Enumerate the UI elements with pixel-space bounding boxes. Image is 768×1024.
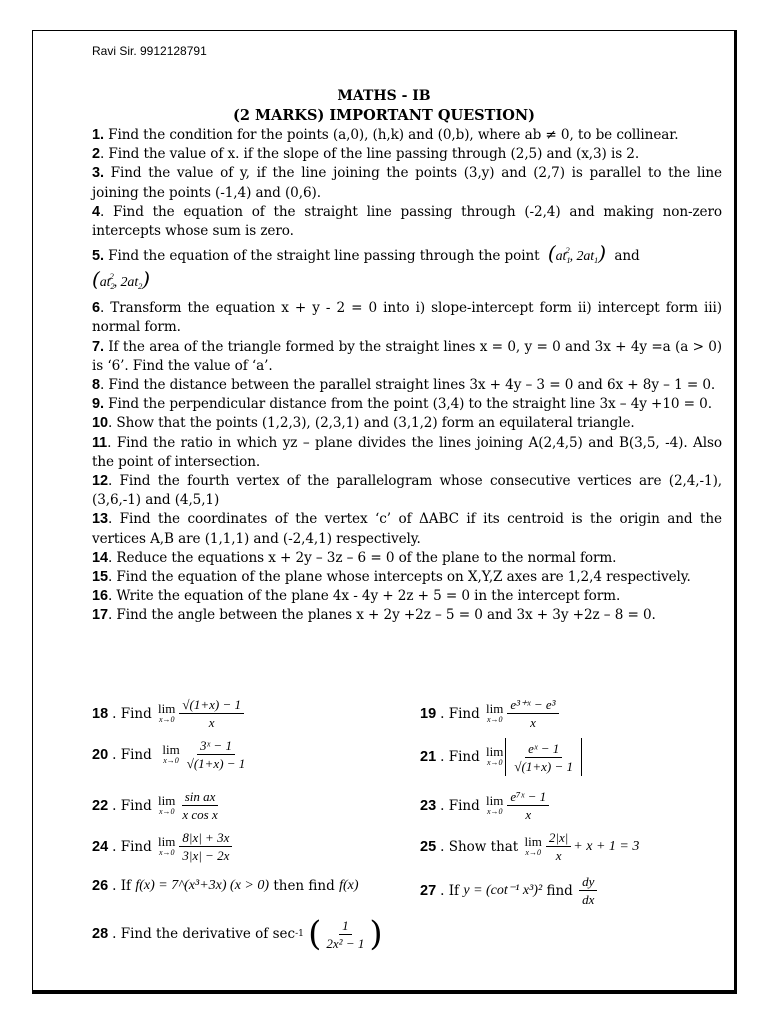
question-8: 8. Find the distance between the parallel straight lines 3x + 4y – 3 = 0 and 6x + 8y – 1 = 0. [92, 377, 716, 394]
fraction: $\frac{\text{sin ax}}{\text{x cos x}}$ [182, 789, 218, 822]
question-14: 14. Reduce the equations x + 2y – 3z – 6 = 0 of the plane to the normal form. [92, 549, 617, 566]
question-5: 5. Find the equation of the straight line passing through the point ($at_1^2$, $2at_1$) and ($at_2^2$, $2at_2$) [92, 241, 640, 292]
limit-symbol: lim x→0 [486, 792, 504, 816]
fraction: $\frac{\text{e³⁺ˣ − e³}}{x}$ [507, 697, 558, 730]
question-24: 24 . Find lim x→0 $\frac{8|x| + 3x}{3|x| - 2x}$ [92, 830, 234, 863]
question-19: 19 . Find lim x→0 $\frac{\text{e³⁺ˣ − e³}}{x}$ [420, 697, 561, 730]
question-1: 1. Find the condition for the points (a,0), (h,k) and (0,b), where ab ≠ 0, to be collinear. [92, 127, 679, 143]
question-22: 22 . Find lim x→0 $\frac{\text{sin ax}}{\text{x cos x}}$ [92, 789, 223, 822]
question-26: 26 . If f(x) = 7^(x³+3x) (x > 0) then find f(x) [92, 878, 359, 894]
limit-symbol: lim x→0 [486, 744, 504, 767]
question-21: 21 . Find lim x→0 $\frac{\text{eˣ − 1}}{√(1+x) - 1}$ [420, 738, 582, 776]
question-25: 25 . Show that lim x→0 $\frac{2|x|}{x}$ + x + 1 = 3 [420, 830, 640, 863]
question-28: 28 . Find the derivative of sec -1 ( $\frac{1}{\text{2x² − 1}}$ ) [92, 914, 383, 954]
fraction: $\frac{2|x|}{x}$ [546, 830, 571, 863]
question-7: 7. If the area of the triangle formed by the straight lines x = 0, y = 0 and 3x + 4y =a (a > 0) is ‘6’. Find the value of ‘a’. [92, 338, 722, 374]
derivative-fraction: $\frac{dy}{dx}$ [579, 874, 597, 907]
page-subtitle: (2 MARKS) IMPORTANT QUESTION) [233, 107, 535, 124]
fraction: $\frac{\text{3ˣ − 1}}{√(1+x) - 1}$ [186, 738, 246, 771]
fraction: $\frac{√(1+x) - 1}{x}$ [179, 697, 244, 730]
limit-symbol: lim x→0 [486, 700, 504, 724]
question-20: 20 . Find lim x→0 $\frac{\text{3ˣ − 1}}{√(1+x) - 1}$ [92, 738, 250, 771]
function-expression: y = (cot⁻¹ x³)² [463, 883, 543, 898]
question-15: 15. Find the equation of the plane whose intercepts on X,Y,Z axes are 1,2,4 respectively. [92, 569, 691, 586]
question-3: 3. Find the value of y, if the line joining the points (3,y) and (2,7) is parallel to the line joining the points (-1,4) and (0,6). [92, 165, 722, 201]
question-18: 18 . Find lim x→0 $\frac{√(1+x) - 1}{x}$ [92, 697, 246, 730]
question-23: 23 . Find lim x→0 $\frac{\text{e⁷ˣ − 1}}{x}$ [420, 789, 551, 822]
question-16: 16. Write the equation of the plane 4x - 4y + 2z + 5 = 0 in the intercept form. [92, 588, 621, 605]
limit-symbol: lim x→0 [524, 833, 542, 857]
limit-symbol: lim x→0 [158, 833, 176, 857]
fraction: $\frac{1}{\text{2x² − 1}}$ [326, 917, 365, 951]
question-12: 12. Find the fourth vertex of the parallelogram whose consecutive vertices are (2,4,-1),(3,6,-1) and (4,5,1) [92, 473, 722, 509]
question-6: 6. Transform the equation x + y - 2 = 0 into i) slope-intercept form ii) intercept form iii) normal form. [92, 300, 722, 336]
function-expression: f(x) = 7^(x³+3x) (x > 0) [135, 878, 270, 893]
point-1-math: ($at_1^2$, $2at_1$) [547, 241, 606, 266]
point-2-math: ($at_2^2$, $2at_2$) [92, 267, 150, 292]
question-10: 10. Show that the points (1,2,3), (2,3,1) and (3,1,2) form an equilateral triangle. [92, 415, 635, 432]
fraction: $\frac{8|x| + 3x}{3|x| - 2x}$ [179, 830, 232, 863]
page-title: MATHS - IB [337, 88, 431, 104]
question-2: 2. Find the value of x. if the slope of the line passing through (2,5) and (x,3) is 2. [92, 146, 640, 163]
question-13: 13. Find the coordinates of the vertex ‘c’ of ΔABC if its centroid is the origin and the vertices A,B are (1,1,1) and (-2,4,1) respectively. [92, 511, 722, 547]
question-list [92, 126, 722, 626]
question-17: 17. Find the angle between the planes x + 2y +2z – 5 = 0 and 3x + 3y +2z – 8 = 0. [92, 607, 656, 624]
question-4: 4. Find the equation of the straight line passing through (-2,4) and making non-zero intercepts whose sum is zero. [92, 203, 722, 240]
fraction: $\frac{\text{e⁷ˣ − 1}}{x}$ [507, 789, 549, 822]
absolute-value [505, 738, 582, 776]
limit-symbol: lim x→0 [158, 700, 176, 724]
fraction: $\frac{\text{eˣ − 1}}{√(1+x) - 1}$ [514, 740, 573, 774]
limit-symbol: lim x→0 [158, 792, 176, 816]
question-11: 11. Find the ratio in which yz – plane divides the lines joining A(2,4,5) and B(3,5, -4). Also the point of intersection. [92, 434, 722, 470]
question-27: 27 . If y = (cot⁻¹ x³)² find $\frac{dy}{dx}$ [420, 874, 599, 907]
limit-symbol: lim x→0 [162, 741, 180, 765]
author-note: Ravi Sir. 9912128791 [92, 44, 207, 58]
question-9: 9. Find the perpendicular distance from the point (3,4) to the straight line 3x – 4y +10 = 0. [92, 396, 712, 413]
